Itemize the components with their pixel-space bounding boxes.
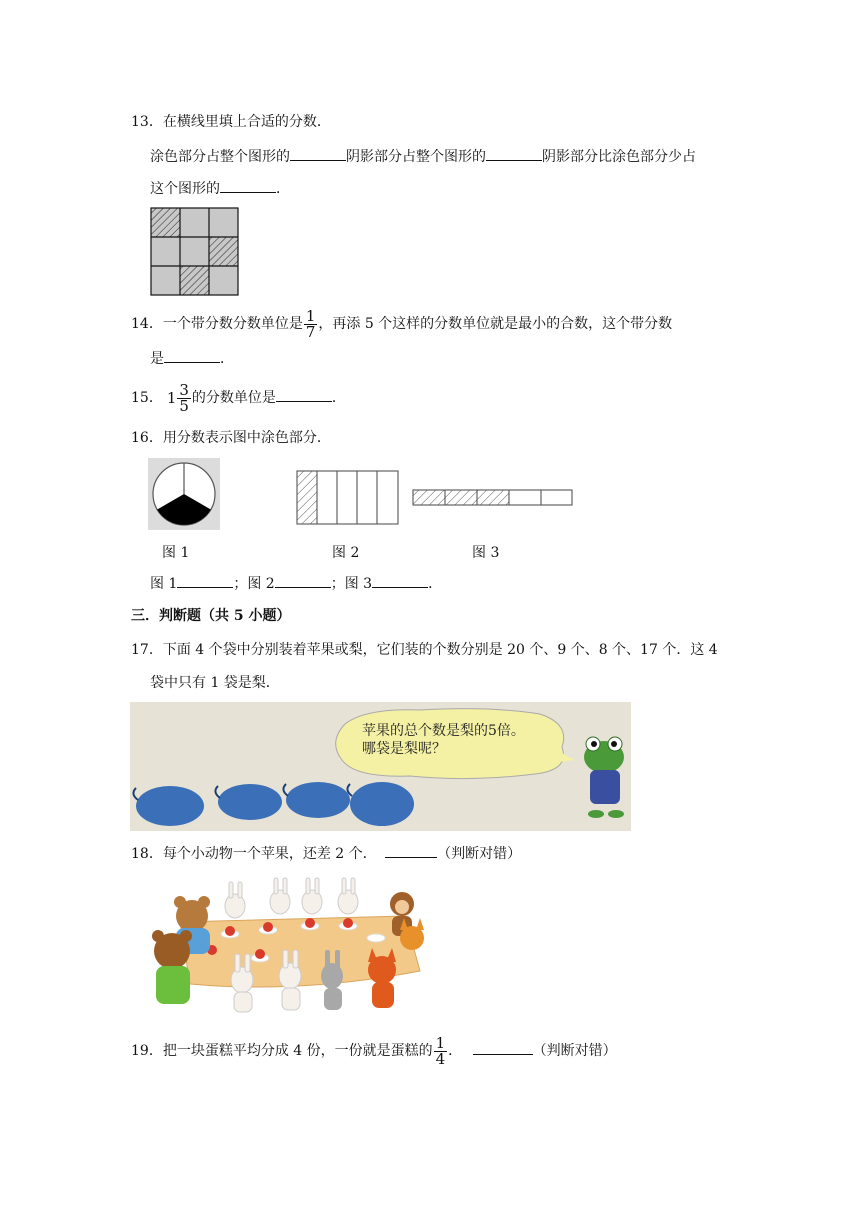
q14-line2 [150,348,234,369]
hatched-column [297,471,317,524]
q14-text-c: 是 [150,351,164,367]
q17-line1: 17．下面 4 个袋中分别装着苹果或梨，它们装的个数分别是 20 个、9 个、8 个、17 个．这 4 [131,642,718,658]
q16-blank-2[interactable] [275,573,331,588]
bubble-text [362,722,525,758]
bubble-line-1: 苹果的总个数是梨的5倍。 [362,723,525,739]
q18-text: 18．每个小动物一个苹果，还差 2 个． [131,846,377,862]
q15-period: ． [331,390,346,406]
q16-title: 16．用分数表示图中涂色部分． [131,430,331,446]
q19-fraction [434,1033,448,1068]
q16-label-2: ；图 2 [233,576,275,592]
q13-blank-2[interactable] [486,146,542,161]
q15-line [131,380,346,416]
hatched-parts [413,490,509,505]
q19-line [131,1030,617,1072]
q14-period: ． [220,351,234,367]
section-heading: 三．判断题（共 5 小题） [131,608,291,624]
fox-2 [368,948,396,1008]
q16-fig1-circle [148,458,220,530]
column-lines [317,471,377,524]
q14-fraction [304,306,318,341]
q18-blank[interactable] [385,843,437,858]
q16-fig3-strip [412,488,574,508]
q13-line1 [150,146,696,167]
q13-text-a: 涂色部分占整个图形的 [150,149,290,165]
q18-judge-note: （判断对错） [437,846,522,862]
q13-line2 [150,178,290,199]
q13-grid-figure [150,207,240,297]
q14-denominator: 7 [305,322,316,341]
q13-blank-1[interactable] [290,146,346,161]
hatched-cell [209,237,238,266]
q13-text-d: 这个图形的 [150,181,220,197]
q17-line2: 袋中只有 1 袋是梨． [150,675,280,691]
q16-blank-1[interactable] [177,573,233,588]
q18-line [131,843,521,864]
q14-text-a: 14．一个带分数分数单位是 [131,316,303,332]
q16-caption-3: 图 3 [472,545,500,561]
hatched-cell [151,208,180,237]
q13-text-b: 阴影部分占整个图形的 [346,149,486,165]
q16-figures-panel [146,458,574,560]
q16-fig2-rectangle [296,470,400,526]
q13-blank-3[interactable] [220,178,276,193]
q15-text: 的分数单位是 [191,390,276,406]
q16-label-1: 图 1 [150,576,178,592]
q16-caption-2: 图 2 [332,545,360,561]
q15-numerator: 3 [179,380,189,399]
q17-picture [130,702,631,831]
q13-period: ． [276,181,290,197]
q14-text-b: ，再添 5 个这样的分数单位就是最小的合数，这个带分数 [318,316,673,332]
q19-blank[interactable] [473,1040,533,1055]
q16-answers [150,573,442,594]
q16-caption-1: 图 1 [162,545,190,561]
q19-judge-note: （判断对错） [532,1043,617,1059]
q15-number: 15． [131,390,163,406]
q19-text: 19．把一块蛋糕平均分成 4 份，一份就是蛋糕的 [131,1043,433,1059]
q18-animals-picture [150,876,435,1016]
q15-fraction [177,380,191,415]
q19-denominator: 4 [435,1049,446,1068]
q16-period: ． [428,576,443,592]
q19-numerator: 1 [435,1033,446,1052]
q14-line1 [131,305,672,343]
q19-period: ． [448,1043,463,1059]
q13-text-c: 阴影部分比涂色部分少占 [542,149,696,165]
hatched-cell [180,266,209,295]
q15-denominator: 5 [179,396,189,415]
q16-label-3: ；图 3 [330,576,373,592]
q14-numerator: 1 [305,306,316,325]
q16-blank-3[interactable] [372,573,428,588]
q13-title: 13．在横线里填上合适的分数． [131,114,331,130]
q15-blank[interactable] [276,387,332,402]
q14-blank[interactable] [164,348,220,363]
q15-whole: 1 [166,389,177,407]
bubble-line-2: 哪袋是梨呢？ [362,741,446,757]
